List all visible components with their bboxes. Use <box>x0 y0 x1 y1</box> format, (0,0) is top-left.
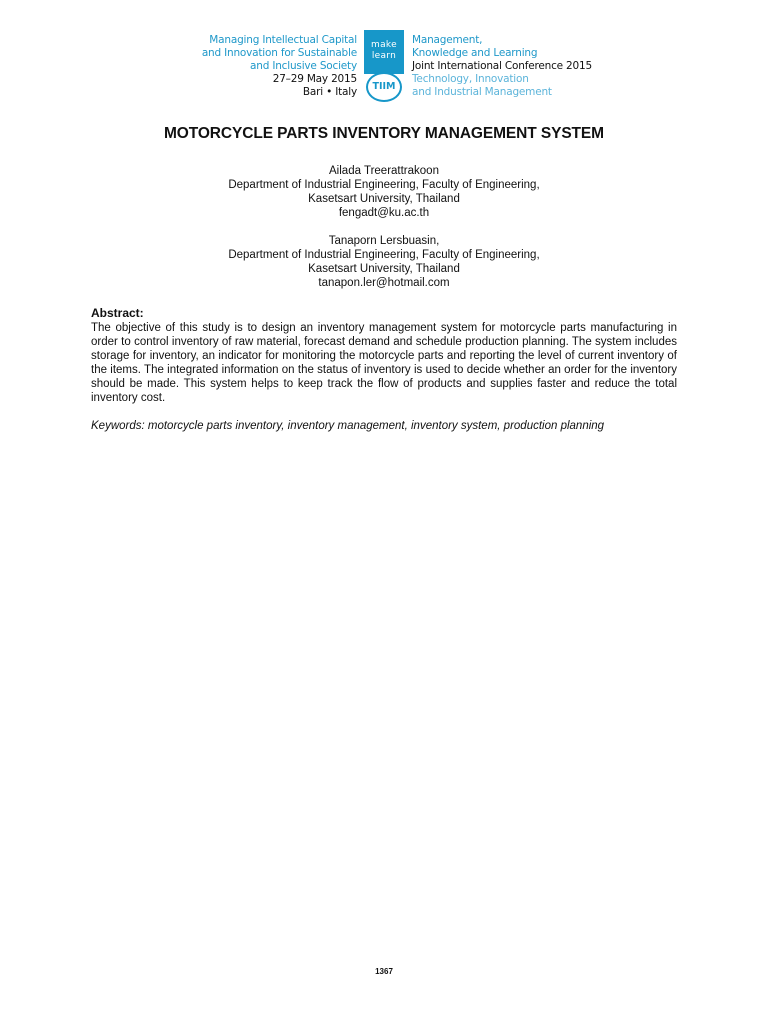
author-email: fengadt@ku.ac.th <box>338 207 430 219</box>
keywords: Keywords: motorcycle parts inventory, inventory management, inventory system, production planning <box>91 420 605 432</box>
author-name: Ailada Treerattrakoon <box>329 165 439 177</box>
conference-title-left <box>202 34 357 99</box>
conference-line: and Innovation for Sustainable <box>201 47 357 59</box>
conference-line: Management, <box>412 34 483 46</box>
abstract-heading: Abstract: <box>91 306 144 320</box>
conference-line: and Inclusive Society <box>250 60 357 72</box>
page-number: 1367 <box>375 967 393 976</box>
author-name: Tanaporn Lersbuasin, <box>328 235 440 247</box>
author-university: Kasetsart University, Thailand <box>308 193 460 205</box>
author-department: Department of Industrial Engineering, Faculty of Engineering, <box>228 249 540 261</box>
author-email: tanapon.ler@hotmail.com <box>318 277 450 289</box>
make-learn-logo <box>364 30 404 74</box>
abstract-text: The objective of this study is to design an inventory management system for motorcycle parts manufacturing in order to control inventory of raw material, forecast demand and schedule production planning. The system includes storage for inventory, an indicator for monitoring the motorcycle parts and reporting the level of current inventory of the items. The integrated information on the status of inventory is used to decide whether an order for the inventory should be made. This system helps to keep track the flow of products and supplies faster and reduce the total inventory cost. <box>91 322 677 404</box>
author-block <box>0 234 768 290</box>
author-department: Department of Industrial Engineering, Faculty of Engineering, <box>228 179 540 191</box>
conference-line: Managing Intellectual Capital <box>209 34 357 46</box>
conference-line: and Industrial Management <box>412 86 552 98</box>
conference-line: Knowledge and Learning <box>412 47 538 59</box>
author-university: Kasetsart University, Thailand <box>308 263 460 275</box>
conference-dates: 27–29 May 2015 <box>272 73 357 85</box>
conference-line: Technology, Innovation <box>412 73 529 85</box>
conference-line: Joint International Conference 2015 <box>412 60 592 72</box>
author-list <box>0 164 768 304</box>
tiim-logo: TIIM <box>366 72 402 102</box>
paper-title: MOTORCYCLE PARTS INVENTORY MANAGEMENT SYSTEM <box>164 125 604 142</box>
conference-title-right <box>412 34 592 99</box>
conference-header <box>0 30 768 102</box>
author-block <box>0 164 768 220</box>
logo-word: learn <box>371 51 397 61</box>
logo-word: make <box>371 40 397 50</box>
conference-logo <box>364 30 404 92</box>
conference-location: Bari • Italy <box>302 86 357 98</box>
